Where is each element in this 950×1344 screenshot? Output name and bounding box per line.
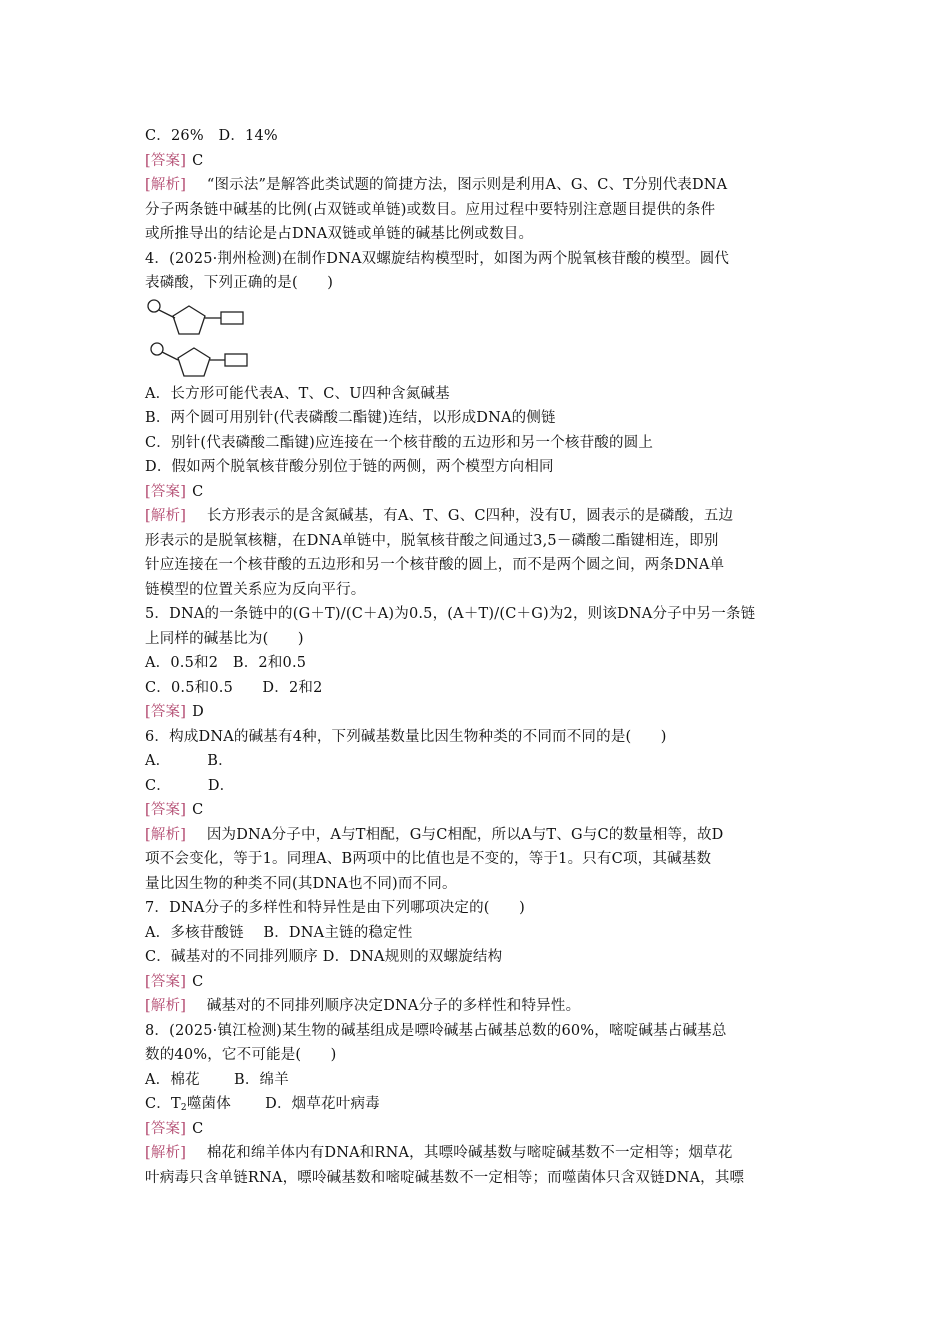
nucleotide-model-1 (148, 300, 243, 334)
line-text: C．0.5和0.5 D．2和2 (145, 679, 323, 696)
line-text: 上同样的碱基比为( ) (145, 630, 304, 647)
text-line (145, 798, 810, 823)
option-t2-prefix: C．T (145, 1096, 181, 1112)
text-line (145, 1043, 810, 1068)
text-line (145, 676, 810, 701)
text-line (145, 553, 810, 578)
line-text: D．假如两个脱氧核苷酸分别位于链的两侧，两个模型方向相同 (145, 459, 554, 475)
answer-tag: [答案] (145, 483, 187, 500)
text-line (145, 1019, 810, 1044)
text-line (145, 455, 810, 480)
line-text: 7．DNA分子的多样性和特异性是由下列哪项决定的( ) (145, 900, 525, 916)
text-line (145, 247, 810, 272)
line-text: 链模型的位置关系应为反向平行。 (145, 581, 366, 598)
line-text: 项不会变化，等于1。同理A、B两项中的比值也是不变的，等于1。只有C项，其碱基数 (145, 851, 712, 867)
text-line (145, 872, 810, 897)
line-text: C．碱基对的不同排列顺序 D．DNA规则的双螺旋结构 (145, 949, 503, 965)
text-line (145, 994, 810, 1019)
text-line (145, 1068, 810, 1093)
text-line (145, 578, 810, 603)
text-line (145, 602, 810, 627)
line-text: 4．(2025·荆州检测)在制作DNA双螺旋结构模型时，如图为两个脱氧核苷酸的模型。圆代 (145, 250, 730, 267)
text-line (145, 431, 810, 456)
line-text: 因为DNA分子中，A与T相配，G与C相配，所以A与T、G与C的数量相等，故D (192, 826, 724, 843)
text-line (145, 847, 810, 872)
deoxyribose-pentagon (178, 348, 210, 376)
text-line (145, 823, 810, 848)
line-text: 长方形表示的是含氮碱基，有A、T、G、C四种，没有U，圆表示的是磷酸，五边 (192, 508, 734, 524)
text-line (145, 896, 810, 921)
text-line (145, 651, 810, 676)
text-line (145, 480, 810, 505)
answer-tag: [解析] (145, 508, 187, 524)
phosphate-circle (151, 343, 163, 355)
base-rectangle (221, 312, 243, 324)
text-line (145, 173, 810, 198)
text-line (145, 271, 810, 296)
text-line (145, 774, 810, 799)
text-line (145, 1141, 810, 1166)
text-line (145, 529, 810, 554)
line-text: 数的40%，它不可能是( ) (145, 1047, 337, 1063)
line-text: 叶病毒只含单链RNA，嘌呤碱基数和嘧啶碱基数不一定相等；而噬菌体只含双链DNA，其嘌 (145, 1169, 745, 1186)
text-line (145, 406, 810, 431)
text-line (145, 149, 810, 174)
line-text: C (192, 973, 204, 990)
text-line (145, 970, 810, 995)
text-line (145, 921, 810, 946)
text-line (145, 1117, 810, 1142)
line-text: “图示法”是解答此类试题的简捷方法，图示则是利用A、G、C、T分别代表DNA (192, 177, 728, 193)
answer-tag: [解析] (145, 998, 187, 1014)
base-rectangle (225, 354, 247, 366)
answer-tag: [答案] (145, 152, 187, 169)
text-line (145, 382, 810, 407)
line-text: 碱基对的不同排列顺序决定DNA分子的多样性和特异性。 (192, 998, 581, 1014)
line-text: A．棉花 B．绵羊 (145, 1071, 289, 1088)
line-text: C．26% D．14% (145, 128, 278, 144)
line-text: A．0.5和2 B．2和0.5 (145, 655, 307, 671)
line-text: 针应连接在一个核苷酸的五边形和另一个核苷酸的圆上，而不是两个圆之间，两条DNA单 (145, 557, 725, 573)
line-text: C (192, 802, 204, 818)
line-text: 6．构成DNA的碱基有4种，下列碱基数量比因生物种类的不同而不同的是( ) (145, 728, 667, 745)
answer-tag: [解析] (145, 1145, 187, 1161)
line-text: 棉花和绵羊体内有DNA和RNA，其嘌呤碱基数与嘧啶碱基数不一定相等；烟草花 (192, 1145, 733, 1161)
text-line (145, 945, 810, 970)
line-text: C．别针(代表磷酸二酯键)应连接在一个核苷酸的五边形和另一个核苷酸的圆上 (145, 434, 654, 451)
answer-tag: [解析] (145, 177, 187, 193)
text-line (145, 198, 810, 223)
nucleotide-model-2 (151, 343, 247, 376)
text-line (145, 124, 810, 149)
line-text: 5．DNA的一条链中的(G＋T)/(C＋A)为0.5，(A＋T)/(C＋G)为2，则该DNA分子中另一条链 (145, 606, 756, 622)
line-text: 表磷酸，下列正确的是( ) (145, 275, 334, 291)
text-line (145, 222, 810, 247)
answer-tag: [答案] (145, 1120, 187, 1137)
nucleotide-model-figure (145, 296, 810, 382)
nucleotide-models-diagram (145, 296, 265, 382)
answer-tag: [答案] (145, 802, 187, 818)
text-line (145, 504, 810, 529)
text-line (145, 725, 810, 750)
line-text: B．两个圆可用别针(代表磷酸二酯键)连结，以形成DNA的侧链 (145, 410, 556, 426)
line-text: A． B． (145, 753, 233, 769)
text-line (145, 700, 810, 725)
line-text: A．长方形可能代表A、T、C、U四种含氮碱基 (145, 385, 450, 402)
answer-tag: [答案] (145, 704, 187, 720)
line-text: C (192, 483, 204, 500)
option-t2-rest: 噬菌体 D．烟草花叶病毒 (186, 1096, 380, 1112)
line-text: 8．(2025·镇江检测)某生物的碱基组成是嘌呤碱基占碱基总数的60%，嘧啶碱基占碱基总 (145, 1022, 727, 1039)
line-text: A．多核苷酸链 B．DNA主链的稳定性 (145, 924, 413, 941)
answer-tag: [解析] (145, 826, 187, 843)
text-line (145, 627, 810, 652)
line-text: C (192, 1120, 204, 1137)
text-line (145, 1166, 810, 1191)
subscript-2: 2 (180, 1103, 187, 1113)
line-text: 分子两条链中碱基的比例(占双链或单链)或数目。应用过程中要特别注意题目提供的条件 (145, 201, 716, 218)
phosphate-circle (148, 300, 160, 312)
text-block-middle (145, 382, 810, 1093)
line-text: 形表示的是脱氧核糖，在DNA单链中，脱氧核苷酸之间通过3,5－磷酸二酯键相连，即别 (145, 532, 719, 549)
document-page (145, 124, 810, 1190)
line-text: 量比因生物的种类不同(其DNA也不同)而不同。 (145, 875, 457, 892)
deoxyribose-pentagon (173, 306, 205, 334)
line-text: D (192, 704, 204, 720)
line-text: C (192, 152, 204, 169)
option-line-t2 (145, 1092, 810, 1117)
answer-tag: [答案] (145, 973, 187, 990)
line-text: C． D． (145, 777, 235, 794)
line-text: 或所推导出的结论是占DNA双链或单链的碱基比例或数目。 (145, 226, 534, 242)
text-line (145, 749, 810, 774)
text-block-bottom (145, 1117, 810, 1191)
text-block-top (145, 124, 810, 296)
